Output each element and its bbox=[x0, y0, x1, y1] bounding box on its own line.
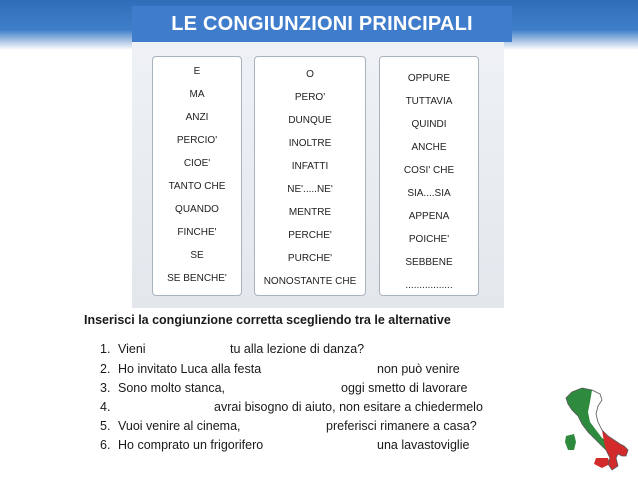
item-text-before: Ho comprato un frigorifero bbox=[118, 438, 264, 452]
conjunction-column-2 bbox=[254, 56, 366, 296]
conjunctions-panel bbox=[132, 42, 504, 308]
conjunction-word: SE bbox=[190, 250, 204, 261]
page-title: LE CONGIUNZIONI PRINCIPALI bbox=[132, 6, 512, 42]
conjunction-word: PERO' bbox=[294, 92, 326, 103]
item-number: 3. bbox=[100, 381, 111, 395]
conjunction-word: SEBBENE bbox=[405, 257, 453, 268]
conjunction-word: INFATTI bbox=[291, 161, 329, 172]
item-text-before: Vieni bbox=[118, 342, 146, 356]
conjunction-word: ................. bbox=[405, 280, 453, 291]
conjunction-word: FINCHE' bbox=[177, 227, 217, 238]
conjunction-word: POICHE' bbox=[408, 234, 450, 245]
conjunction-word: SE BENCHE' bbox=[167, 273, 227, 284]
item-text-after: oggi smetto di lavorare bbox=[341, 381, 468, 395]
conjunction-word: TANTO CHE bbox=[168, 181, 226, 192]
conjunction-word: ANZI bbox=[185, 112, 209, 123]
conjunction-word: SIA....SIA bbox=[407, 188, 451, 199]
conjunction-column-1 bbox=[152, 56, 242, 296]
conjunction-word: QUANDO bbox=[175, 204, 219, 215]
item-text-after: non può venire bbox=[377, 362, 460, 376]
conjunction-word: OPPURE bbox=[407, 73, 451, 84]
item-text-after: preferisci rimanere a casa? bbox=[326, 419, 477, 433]
conjunction-word: NONOSTANTE CHE bbox=[263, 276, 357, 287]
item-text-after: avrai bisogno di aiuto, non esitare a chiedermelo bbox=[214, 400, 483, 414]
item-text-after: una lavastoviglie bbox=[377, 438, 470, 452]
item-text-before: Ho invitato Luca alla festa bbox=[118, 362, 262, 376]
conjunction-word: O bbox=[306, 69, 314, 80]
item-number: 4. bbox=[100, 400, 111, 414]
item-number: 2. bbox=[100, 362, 111, 376]
conjunction-word: QUINDI bbox=[411, 119, 447, 130]
item-number: 1. bbox=[100, 342, 111, 356]
item-text-after: tu alla lezione di danza? bbox=[230, 342, 365, 356]
conjunction-word: INOLTRE bbox=[288, 138, 332, 149]
conjunction-word: DUNQUE bbox=[288, 115, 332, 126]
item-text-before: Vuoi venire al cinema, bbox=[118, 419, 241, 433]
conjunction-word: APPENA bbox=[408, 211, 450, 222]
conjunction-word: TUTTAVIA bbox=[405, 96, 453, 107]
conjunction-word: ANCHE bbox=[411, 142, 447, 153]
italy-map-flag-icon bbox=[558, 384, 634, 472]
conjunction-column-3 bbox=[379, 56, 479, 296]
conjunction-word: E bbox=[193, 66, 201, 77]
conjunction-word: MA bbox=[189, 89, 205, 100]
conjunction-word: NE'.....NE' bbox=[287, 184, 333, 195]
item-text-before: Sono molto stanca, bbox=[118, 381, 226, 395]
conjunction-word: PERCHE' bbox=[288, 230, 332, 241]
conjunction-word: PURCHE' bbox=[287, 253, 333, 264]
conjunction-word: PERCIO' bbox=[176, 135, 218, 146]
item-number: 6. bbox=[100, 438, 111, 452]
item-number: 5. bbox=[100, 419, 111, 433]
conjunction-word: COSI' CHE bbox=[403, 165, 455, 176]
conjunction-word: MENTRE bbox=[288, 207, 332, 218]
conjunction-word: CIOE' bbox=[183, 158, 211, 169]
exercise-instruction: Inserisci la congiunzione corretta scegliendo tra le alternative bbox=[84, 313, 451, 327]
